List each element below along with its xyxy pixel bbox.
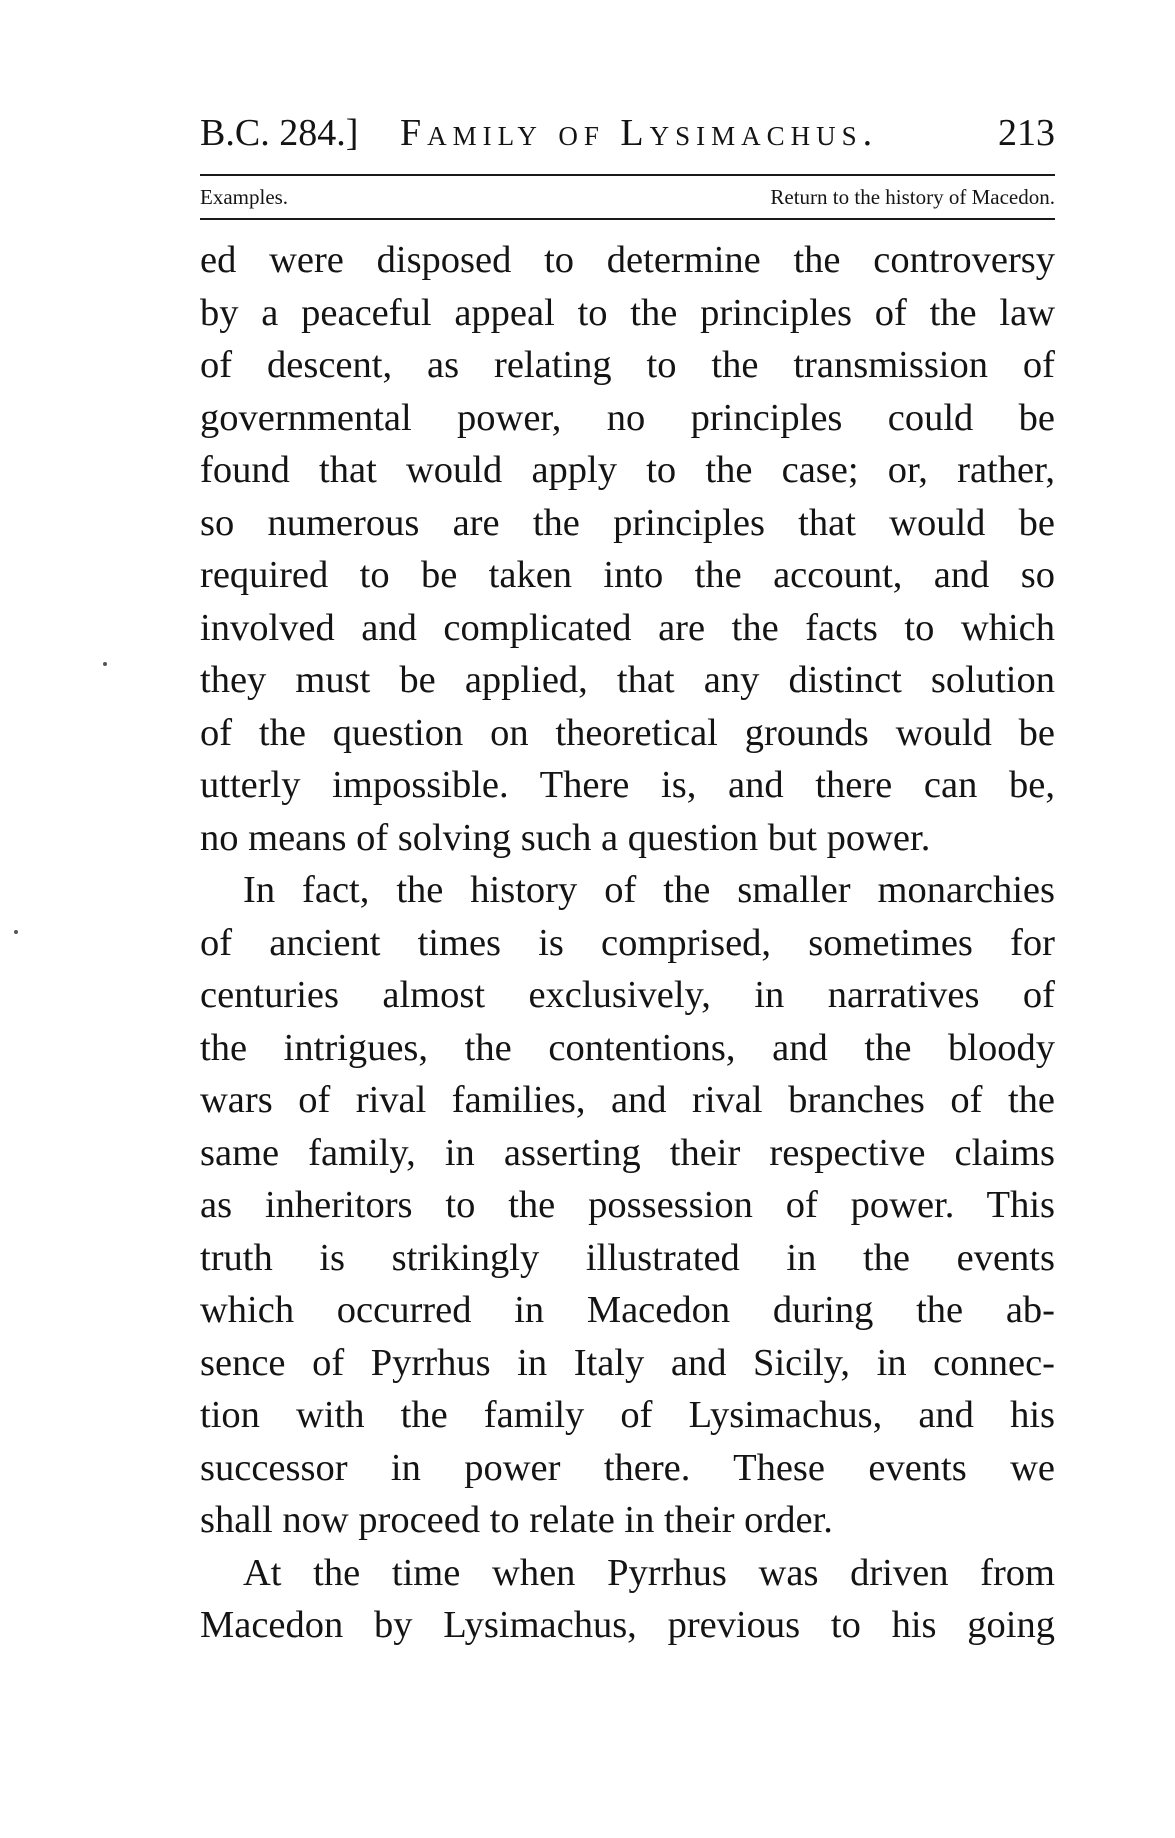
header-date: B.C. 284.] [200,112,359,154]
text-line: In fact, the history of the smaller monarchies [243,869,1055,911]
text-line: same family, in asserting their respective claims [200,1131,1055,1174]
text-line: governmental power, no principles could be [200,396,1055,439]
text-line: as inheritors to the possession of power. This [200,1184,1055,1226]
running-head [200,108,1055,158]
text-line: At the time when Pyrrhus was driven from [243,1551,1055,1594]
text-line: utterly impossible. There is, and there can be, [200,764,1055,806]
text-line: Macedon by Lysimachus, previous to his going [200,1604,1055,1646]
text-line: ed were disposed to determine the controversy [200,239,1055,281]
text-line: of descent, as relating to the transmission of [200,344,1055,386]
text-line: successor in power there. These events we [200,1446,1055,1489]
text-line: found that would apply to the case; or, rather, [200,449,1055,491]
sidenote-rule [200,218,1055,220]
sidenote-bar [200,176,1055,218]
text-line: wars of rival families, and rival branches of the [200,1079,1055,1121]
ink-fleck [103,662,107,666]
body-text [200,234,1055,1652]
text-line: of the question on theoretical grounds would be [200,711,1055,754]
text-line: involved and complicated are the facts to which [200,606,1055,649]
ink-fleck [14,930,18,934]
paragraph-2 [200,864,1055,1547]
text-line: the intrigues, the contentions, and the bloody [200,1026,1055,1069]
text-line: required to be taken into the account, and so [200,554,1055,596]
text-line: truth is strikingly illustrated in the events [200,1236,1055,1279]
sidenote-right: Return to the history of Macedon. [770,185,1055,209]
text-line: which occurred in Macedon during the ab- [200,1289,1055,1331]
text-line: they must be applied, that any distinct solution [200,659,1055,701]
text-line: shall now proceed to relate in their order. [200,1499,833,1541]
text-line: sence of Pyrrhus in Italy and Sicily, in connec- [200,1341,1055,1384]
text-line: tion with the family of Lysimachus, and his [200,1394,1055,1436]
text-line: by a peaceful appeal to the principles of the law [200,291,1055,334]
book-page [200,108,1055,1652]
text-line: of ancient times is comprised, sometimes for [200,921,1055,964]
sidenote-left: Examples. [200,185,289,209]
header-title: Family of Lysimachus. [400,112,879,154]
text-line: no means of solving such a question but power. [200,816,931,859]
paragraph-3 [200,1547,1055,1652]
text-line: so numerous are the principles that would be [200,501,1055,544]
paragraph-1 [200,234,1055,864]
text-line: centuries almost exclusively, in narratives of [200,974,1055,1016]
page-number: 213 [998,112,1055,154]
